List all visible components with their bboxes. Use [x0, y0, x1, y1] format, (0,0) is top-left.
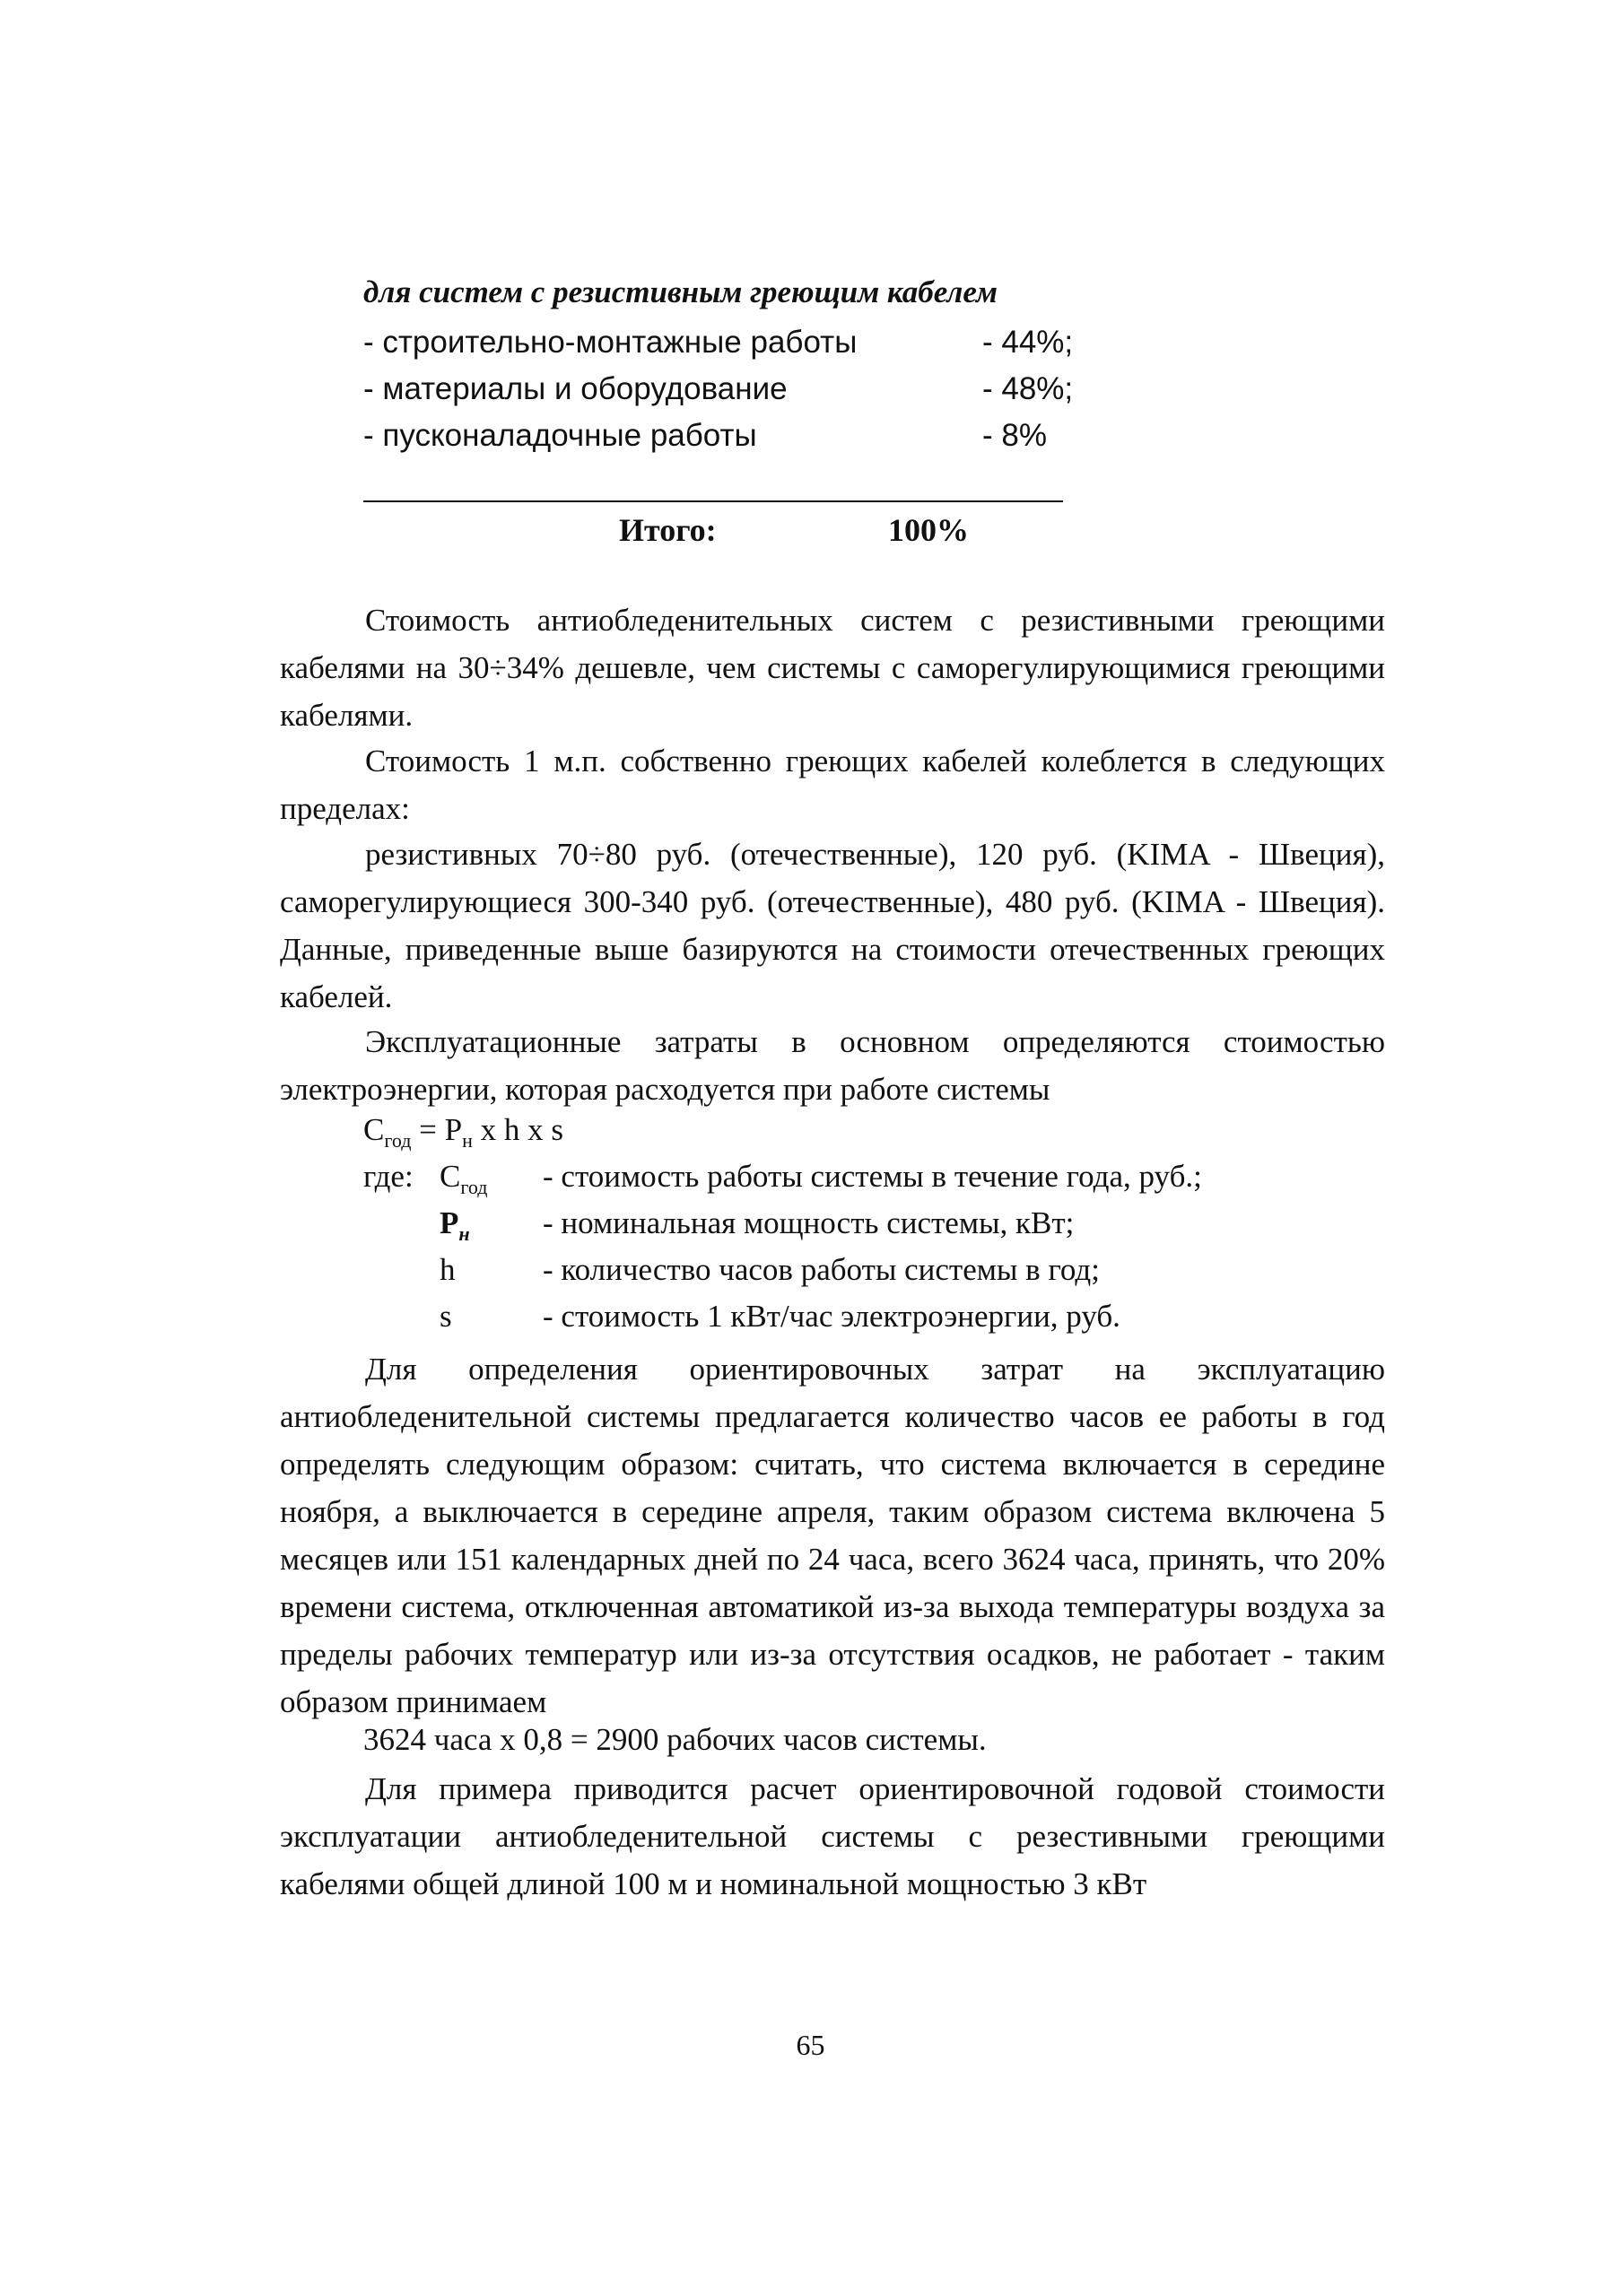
paragraph-cable-cost-range: Стоимость 1 м.п. собственно греющих кабелей колеблется в следующих пределах: — [280, 744, 1385, 826]
cost-item-label: - материалы и оборудование — [363, 371, 788, 406]
cost-item-percent: - 44%; — [982, 325, 1074, 360]
paragraph-example: Для примера приводится расчет ориентировочной годовой стоимости эксплуатации антиобледенительной системы с резестивными греющими кабелями общей длиной 100 м и номинальной мощностью 3 кВт — [280, 1771, 1385, 1901]
total-divider — [363, 500, 1063, 502]
cost-formula: $C_{год} = P_н$ x h x s — [363, 1112, 564, 1152]
paragraph-operating-hours: Для определения ориентировочных затрат на эксплуатацию антиобледенительной системы предлагается количество часов ее работы в год определять следующим образом: считать, что система включается в середине ноября, а выключается в середине апреля, таким образом система включена 5 месяцев или 151 календарных дней по 24 часа, всего 3624 часа, принять, что 20% времени система, отключенная автоматикой из-за выхода температуры воздуха за пределы рабочих температур или из-за отсутствия осадков, не работает - таким образом принимаем — [280, 1352, 1385, 1719]
legend-description: - стоимость работы системы в течение года, руб.; — [543, 1159, 1202, 1194]
cost-item-percent: - 48%; — [982, 371, 1074, 406]
legend-symbol: $P_н$ — [440, 1205, 470, 1245]
page-number: 65 — [796, 2029, 825, 2061]
cost-item-construction — [363, 325, 1081, 361]
total-label: Итого: — [619, 512, 717, 548]
paragraph-cable-prices: резистивных 70÷80 руб. (отечественные), 120 руб. (KIMA - Швеция), саморегулирующиеся 300-340 руб. (отечественные), 480 руб. (KIMA - Швеция). Данные, приведенные выше базируются на стоимости отечественных греющих кабелей. — [280, 837, 1385, 1014]
legend-description: - количество часов работы системы в год; — [543, 1252, 1100, 1287]
legend-description: - номинальная мощность системы, кВт; — [543, 1205, 1075, 1240]
cost-item-commissioning — [363, 418, 1081, 454]
operating-hours-calculation: 3624 часа х 0,8 = 2900 рабочих часов системы. — [363, 1722, 987, 1757]
cost-item-label: - строительно-монтажные работы — [363, 325, 858, 360]
cost-item-percent: - 8% — [982, 418, 1047, 453]
legend-description: - стоимость 1 кВт/час электроэнергии, руб. — [543, 1299, 1120, 1334]
legend-where-label: где: — [363, 1159, 414, 1194]
legend-symbol: $C_{год}$ — [440, 1159, 488, 1198]
cost-item-label: - пусконаладочные работы — [363, 418, 757, 453]
legend-symbol: h — [440, 1252, 456, 1287]
legend-symbol: s — [440, 1299, 452, 1334]
cost-item-materials — [363, 371, 1081, 407]
paragraph-cost-comparison: Стоимость антиобледенительных систем с резистивными греющими кабелями на 30÷34% дешевле, чем системы с саморегулирующимися греющими кабелями. — [280, 603, 1385, 733]
section-heading: для систем с резистивным греющим кабелем — [363, 274, 998, 309]
total-value: 100% — [888, 512, 969, 548]
paragraph-operating-costs: Эксплуатационные затраты в основном определяются стоимостью электроэнергии, которая расходуется при работе системы — [280, 1024, 1385, 1107]
